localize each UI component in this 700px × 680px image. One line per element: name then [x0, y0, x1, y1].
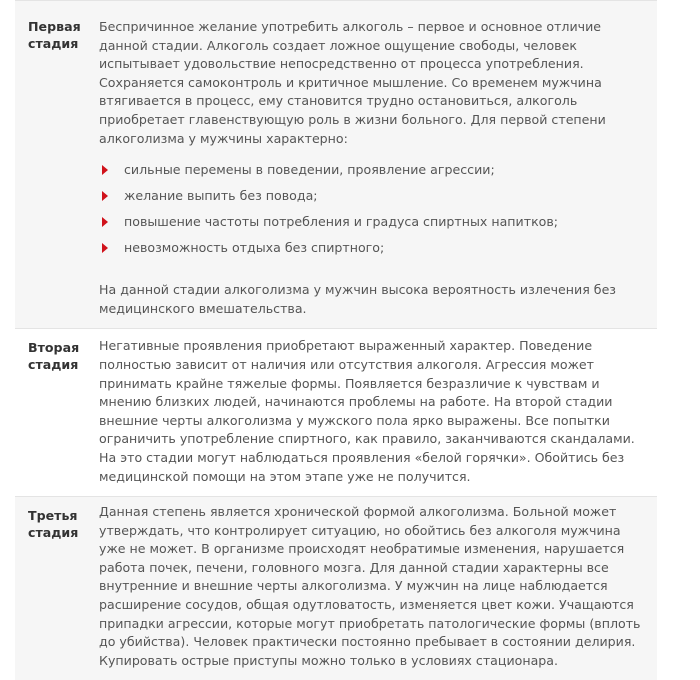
table-row-stage-1 [15, 1, 657, 329]
stage-label-cell [15, 497, 87, 680]
table-row-stage-3 [15, 497, 657, 680]
symptom-list [99, 161, 649, 265]
list-item [99, 161, 649, 187]
stages-table-container [15, 0, 657, 680]
list-item-text: невозможность отдыха без спиртного; [124, 240, 385, 256]
list-item [99, 239, 649, 265]
list-item-text: сильные перемены в поведении, проявление агрессии; [124, 162, 495, 178]
stage-text: Данная степень является хронической формой алкоголизма. Больной может утверждать, что контролирует ситуацию, но обойтись без алкоголя мужчина уже не может. В организме происходят необратимые изменения, нарушается работа почек, печени, головного мозга. Для данной стадии характерны все внутренние и внешние черты алкоголизма. У мужчин на лице наблюдается расширение сосудов, общая одутловатость, изменяется цвет кожи. Учащаются припадки агрессии, которые могут приобретать патологические формы (вплоть до убийства). Человек практически постоянно пребывает в состоянии делирия. Купировать острые приступы можно только в условиях стационара. [99, 504, 641, 668]
stage-description-cell [87, 1, 657, 329]
list-item-text: повышение частоты потребления и градуса спиртных напитков; [124, 214, 559, 230]
stage-description-cell [87, 329, 657, 497]
alcoholism-stages-table [15, 0, 657, 680]
stage-intro-text: Беспричинное желание употребить алкоголь – первое и основное отличие данной стадии. Алкоголь создает ложное ощущение свободы, человек испытывает удовольствие непосредственно от процесса употребления. Сохраняется самоконтроль и критичное мышление. Со временем мужчина втягивается в процесс, ему становится трудно остановиться, алкоголь приобретает главенствующую роль в жизни больного. Для первой степени алкоголизма у мужчины характерно: [99, 19, 606, 146]
stage-label-line1: Первая [28, 19, 81, 34]
list-item [99, 187, 649, 213]
stage-label-line2: стадия [28, 36, 79, 51]
table-row-stage-2 [15, 329, 657, 497]
stage-text: Негативные проявления приобретают выраженный характер. Поведение полностью зависит от наличия или отсутствия алкоголя. Агрессия может принимать крайне тяжелые формы. Появляется безразличие к чувствам и мнению близких людей, начинаются проблемы на работе. На второй стадии внешние черты алкоголизма у мужского пола ярко выражены. Все попытки ограничить употребление спиртного, как правило, заканчиваются скандалами. На это стадии могут наблюдаться проявления «белой горячки». Обойтись без медицинской помощи на этом этапе уже не получится. [99, 338, 635, 484]
stage-label-cell [15, 1, 87, 329]
red-triangle-arrow-icon [102, 165, 108, 175]
red-triangle-arrow-icon [102, 217, 108, 227]
stage-label-line2: стадия [28, 525, 79, 541]
stage-description-cell [87, 497, 657, 680]
red-triangle-arrow-icon [102, 191, 108, 201]
stage-label-line1: Третья [28, 508, 78, 524]
stage-label-line2: стадия [28, 357, 79, 373]
stage-label-cell [15, 329, 87, 497]
list-item-text: желание выпить без повода; [124, 188, 318, 204]
stage-label-line1: Вторая [28, 340, 80, 356]
list-item [99, 213, 649, 239]
red-triangle-arrow-icon [102, 243, 108, 253]
stage-outro-text: На данной стадии алкоголизма у мужчин высока вероятность излечения без медицинского вмешательства. [99, 282, 617, 316]
